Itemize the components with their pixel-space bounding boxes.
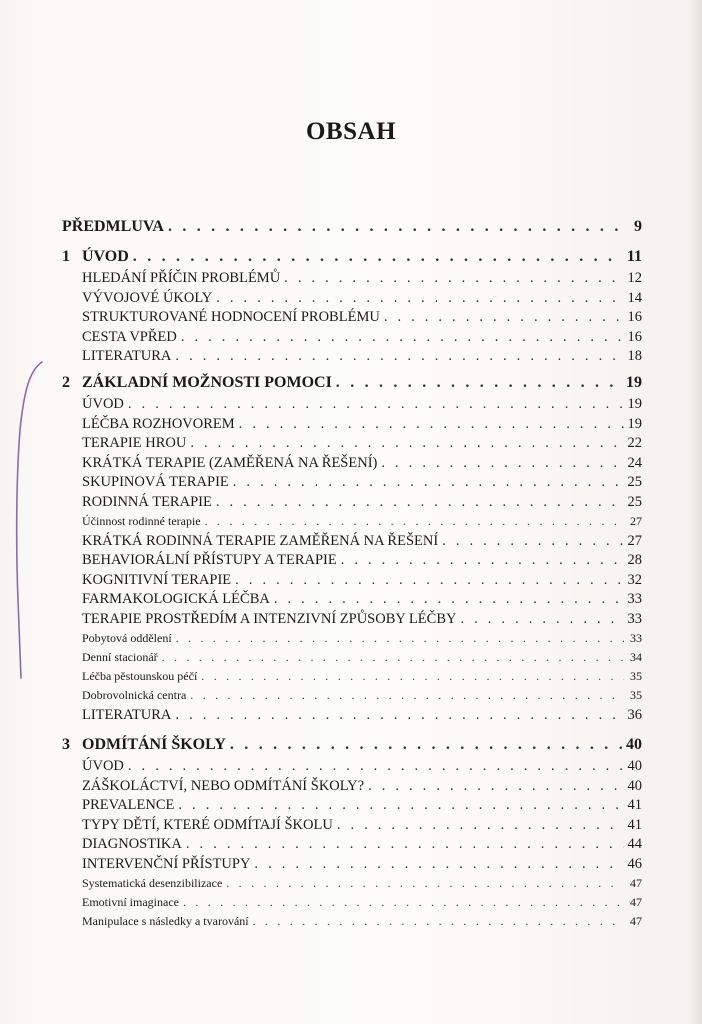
toc-page-number: 34: [630, 649, 642, 664]
toc-page-number: 40: [627, 758, 642, 775]
toc-entry-section: [62, 797, 642, 817]
toc-entry-sub: [62, 669, 642, 688]
toc-page-number: 36: [627, 706, 642, 723]
toc-entry-title: ÚVOD: [82, 758, 124, 775]
toc-page-number: 44: [627, 836, 642, 853]
toc-entry-chapter: [62, 736, 642, 758]
dot-leader: [230, 736, 622, 754]
dot-leader: [442, 533, 623, 550]
toc-entry-section: [62, 611, 642, 631]
toc-entry-section: [62, 758, 642, 778]
toc-page-number: 33: [627, 610, 642, 627]
toc-entry-front: [62, 218, 642, 242]
toc-entry-title: ZÁKLADNÍ MOŽNOSTI POMOCI: [82, 373, 332, 391]
toc-page-number: 27: [630, 513, 642, 528]
dot-leader: [460, 611, 623, 628]
toc-page-number: 47: [630, 913, 642, 928]
toc-page-number: 16: [627, 309, 642, 326]
toc-entry-title: PŘEDMLUVA: [62, 218, 164, 235]
dot-leader: [216, 494, 624, 511]
toc-page-number: 46: [627, 856, 642, 873]
toc-page-number: 19: [627, 395, 642, 412]
toc-entry-section: [62, 856, 642, 876]
dot-leader: [233, 474, 624, 491]
toc-entry-title: TERAPIE HROU: [82, 435, 187, 452]
dot-leader: [162, 650, 624, 665]
toc-entry-title: STRUKTUROVANÉ HODNOCENÍ PROBLÉMU: [82, 309, 380, 326]
toc-entry-sub: [62, 895, 642, 914]
toc-entry-title: VÝVOJOVÉ ÚKOLY: [82, 289, 213, 306]
toc-entry-title: LÉČBA ROZHOVOREM: [82, 415, 235, 432]
dot-leader: [178, 797, 623, 814]
toc-entry-title: HLEDÁNÍ PŘÍČIN PROBLÉMŮ: [82, 270, 281, 286]
dot-leader: [253, 914, 624, 929]
dot-leader: [175, 707, 623, 724]
toc-entry-title: ÚVOD: [82, 395, 124, 412]
handwritten-pen-mark: [8, 360, 48, 680]
toc-entry-sub: [62, 650, 642, 669]
dot-leader: [133, 248, 623, 266]
toc-entry-title: DIAGNOSTIKA: [82, 836, 182, 853]
toc-entry-sub: [62, 688, 642, 707]
toc-entry-sub: [62, 631, 642, 650]
toc-page-number: 19: [627, 415, 642, 432]
toc-page-number: 35: [630, 668, 642, 683]
dot-leader: [128, 396, 624, 413]
toc-entry-sub: [62, 876, 642, 895]
toc-entry-title: Emotivní imaginace: [82, 894, 179, 909]
dot-leader: [336, 374, 622, 392]
toc-entry-sub: [62, 514, 642, 533]
toc-page-number: 32: [627, 571, 642, 588]
toc-entry-title: Pobytová oddělení: [82, 630, 172, 645]
dot-leader: [284, 270, 623, 287]
toc-entry-section: [62, 817, 642, 837]
toc-entry-title: TYPY DĚTÍ, KTERÉ ODMÍTAJÍ ŠKOLU: [82, 816, 333, 833]
toc-entry-title: Denní stacionář: [82, 649, 158, 664]
dot-leader: [186, 836, 624, 853]
toc-entry-section: [62, 396, 642, 416]
toc-entry-title: FARMAKOLOGICKÁ LÉČBA: [82, 591, 270, 608]
toc-page-number: 9: [634, 218, 642, 235]
chapter-number: 2: [62, 373, 70, 391]
toc-entry-section: [62, 552, 642, 572]
toc-page-number: 14: [627, 289, 642, 306]
toc-entry-section: [62, 572, 642, 592]
toc-page-number: 27: [627, 532, 642, 549]
toc-page-number: 18: [627, 348, 642, 365]
toc-entry-title: ZÁŠKOLÁCTVÍ, NEBO ODMÍTÁNÍ ŠKOLY?: [82, 777, 365, 794]
dot-leader: [176, 631, 624, 646]
toc-page-number: 11: [626, 248, 642, 265]
chapter-number: 3: [62, 736, 70, 754]
dot-leader: [181, 329, 624, 346]
toc-entry-title: Léčba pěstounskou péčí: [82, 668, 198, 683]
toc-page-number: 12: [627, 270, 642, 286]
table-of-contents: [62, 212, 642, 933]
toc-entry-chapter: [62, 374, 642, 396]
chapter-number: 1: [62, 248, 70, 265]
toc-entry-section: [62, 474, 642, 494]
dot-leader: [254, 856, 623, 873]
dot-leader: [190, 435, 623, 452]
toc-entry-chapter: [62, 248, 642, 270]
toc-entry-section: [62, 348, 642, 368]
toc-page-number: 47: [630, 875, 642, 890]
dot-leader: [128, 758, 624, 775]
toc-page-number: 41: [627, 816, 642, 833]
toc-entry-title: TERAPIE PROSTŘEDÍM A INTENZIVNÍ ZPŮSOBY LÉČBY: [82, 610, 457, 627]
dot-leader: [216, 290, 623, 307]
toc-entry-section: [62, 707, 642, 727]
toc-entry-title: Manipulace s následky a tvarování: [82, 913, 249, 928]
dot-leader: [168, 218, 624, 236]
toc-page-number: 24: [627, 454, 642, 471]
toc-entry-title: RODINNÁ TERAPIE: [82, 493, 212, 510]
toc-page-number: 33: [630, 630, 642, 645]
dot-leader: [183, 895, 624, 910]
toc-entry-section: [62, 494, 642, 514]
toc-entry-section: [62, 290, 642, 310]
toc-page-number: 40: [627, 777, 642, 794]
toc-page-number: 22: [627, 435, 642, 452]
toc-page-number: 25: [627, 493, 642, 510]
toc-page-number: 19: [626, 373, 642, 391]
dot-leader: [384, 309, 624, 326]
toc-page-number: 40: [626, 736, 642, 754]
dot-leader: [239, 416, 624, 433]
dot-leader: [226, 876, 624, 891]
dot-leader: [274, 591, 624, 608]
toc-entry-title: ODMÍTÁNÍ ŠKOLY: [82, 736, 226, 754]
toc-entry-section: [62, 455, 642, 475]
toc-entry-section: [62, 270, 642, 290]
dot-leader: [205, 514, 624, 529]
dot-leader: [190, 688, 624, 703]
toc-entry-title: ÚVOD: [82, 248, 129, 265]
dot-leader: [201, 669, 624, 684]
dot-leader: [175, 348, 623, 365]
toc-entry-title: KOGNITIVNÍ TERAPIE: [82, 571, 232, 588]
toc-entry-title: SKUPINOVÁ TERAPIE: [82, 474, 229, 491]
toc-entry-title: BEHAVIORÁLNÍ PŘÍSTUPY A TERAPIE: [82, 552, 337, 569]
dot-leader: [337, 817, 624, 834]
toc-entry-title: CESTA VPŘED: [82, 328, 177, 345]
dot-leader: [381, 455, 623, 472]
toc-entry-title: Systematická desenzibilizace: [82, 875, 223, 890]
dot-leader: [341, 552, 624, 569]
toc-entry-section: [62, 836, 642, 856]
toc-entry-section: [62, 329, 642, 349]
toc-entry-sub: [62, 914, 642, 933]
toc-entry-section: [62, 309, 642, 329]
toc-page-number: 47: [630, 894, 642, 909]
page-title: OBSAH: [305, 118, 397, 145]
dot-leader: [368, 778, 623, 795]
toc-page-number: 16: [627, 328, 642, 345]
toc-page-number: 35: [630, 687, 642, 702]
toc-entry-title: PREVALENCE: [82, 797, 175, 814]
toc-entry-section: [62, 533, 642, 553]
toc-entry-title: Účinnost rodinné terapie: [82, 513, 201, 528]
toc-entry-title: LITERATURA: [82, 348, 172, 365]
toc-page-number: 28: [627, 552, 642, 569]
toc-entry-title: INTERVENČNÍ PŘÍSTUPY: [82, 856, 251, 873]
dot-leader: [235, 572, 623, 589]
toc-page-number: 25: [627, 474, 642, 491]
toc-page-number: 33: [627, 591, 642, 608]
toc-entry-section: [62, 591, 642, 611]
toc-entry-section: [62, 435, 642, 455]
toc-page-number: 41: [627, 797, 642, 814]
toc-entry-title: LITERATURA: [82, 706, 172, 723]
toc-entry-section: [62, 416, 642, 436]
toc-entry-title: KRÁTKÁ TERAPIE (ZAMĚŘENÁ NA ŘEŠENÍ): [82, 454, 378, 471]
toc-entry-title: Dobrovolnická centra: [82, 687, 187, 702]
toc-entry-title: KRÁTKÁ RODINNÁ TERAPIE ZAMĚŘENÁ NA ŘEŠENÍ: [82, 532, 439, 549]
toc-entry-section: [62, 778, 642, 798]
